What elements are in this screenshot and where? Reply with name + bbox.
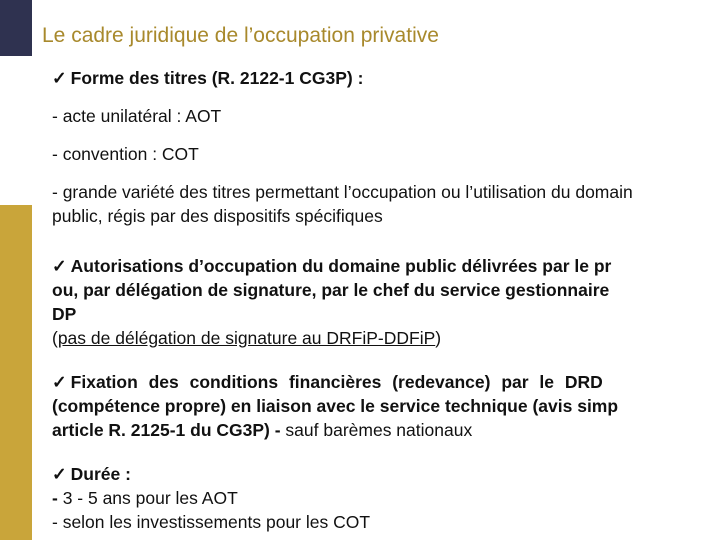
checkmark-icon: ✓ [52,464,67,484]
note-underlined-text: pas de délégation de signature au DRFiP-DDFiP [57,328,436,348]
note-open-paren: ( [52,328,58,348]
forme-heading-text: Forme des titres (R. 2122-1 CG3P) : [70,68,364,88]
accent-bar-bottom [0,205,32,540]
checkmark-icon: ✓ [52,256,67,276]
fixation-article-ref: article R. 2125-1 du CG3P) - [52,420,281,440]
duree-heading-text: Durée : [70,464,131,484]
forme-item-cot: - convention : COT [52,144,199,164]
duree-item-aot [52,486,720,510]
fixation-text-line3 [52,418,720,442]
section-autorisations-line1 [52,254,720,278]
autorisations-text-line3: DP [52,304,77,324]
duree-item-aot-dash: - [52,488,58,508]
slide-body [52,66,720,534]
autorisations-text-line2: ou, par délégation de signature, par le chef du service gestionnaire [52,280,610,300]
section-forme-heading [52,66,720,90]
fixation-exception: sauf barèmes nationaux [280,420,473,440]
forme-item-variete-line1: - grande variété des titres permettant l’occupation ou l’utilisation du domain [52,182,633,202]
duree-item-aot-text: 3 - 5 ans pour les AOT [57,488,238,508]
checkmark-icon: ✓ [52,68,67,88]
fixation-text-line1: Fixation des conditions financières (redevance) par le DRD [70,372,603,392]
slide-title: Le cadre juridique de l’occupation privative [42,24,439,47]
section-fixation-line1 [52,370,720,394]
duree-item-cot: - selon les investissements pour les COT [52,512,371,532]
fixation-text-line2: (compétence propre) en liaison avec le service technique (avis simp [52,396,619,416]
forme-item-aot: - acte unilatéral : AOT [52,106,222,126]
autorisations-note [52,326,720,350]
autorisations-text-line1: Autorisations d’occupation du domaine public délivrées par le pr [70,256,612,276]
checkmark-icon: ✓ [52,372,67,392]
note-close-paren: ) [435,328,442,348]
section-duree-heading [52,462,720,486]
forme-item-variete-line2: public, régis par des dispositifs spécifiques [52,206,383,226]
accent-bar-top [0,0,32,56]
